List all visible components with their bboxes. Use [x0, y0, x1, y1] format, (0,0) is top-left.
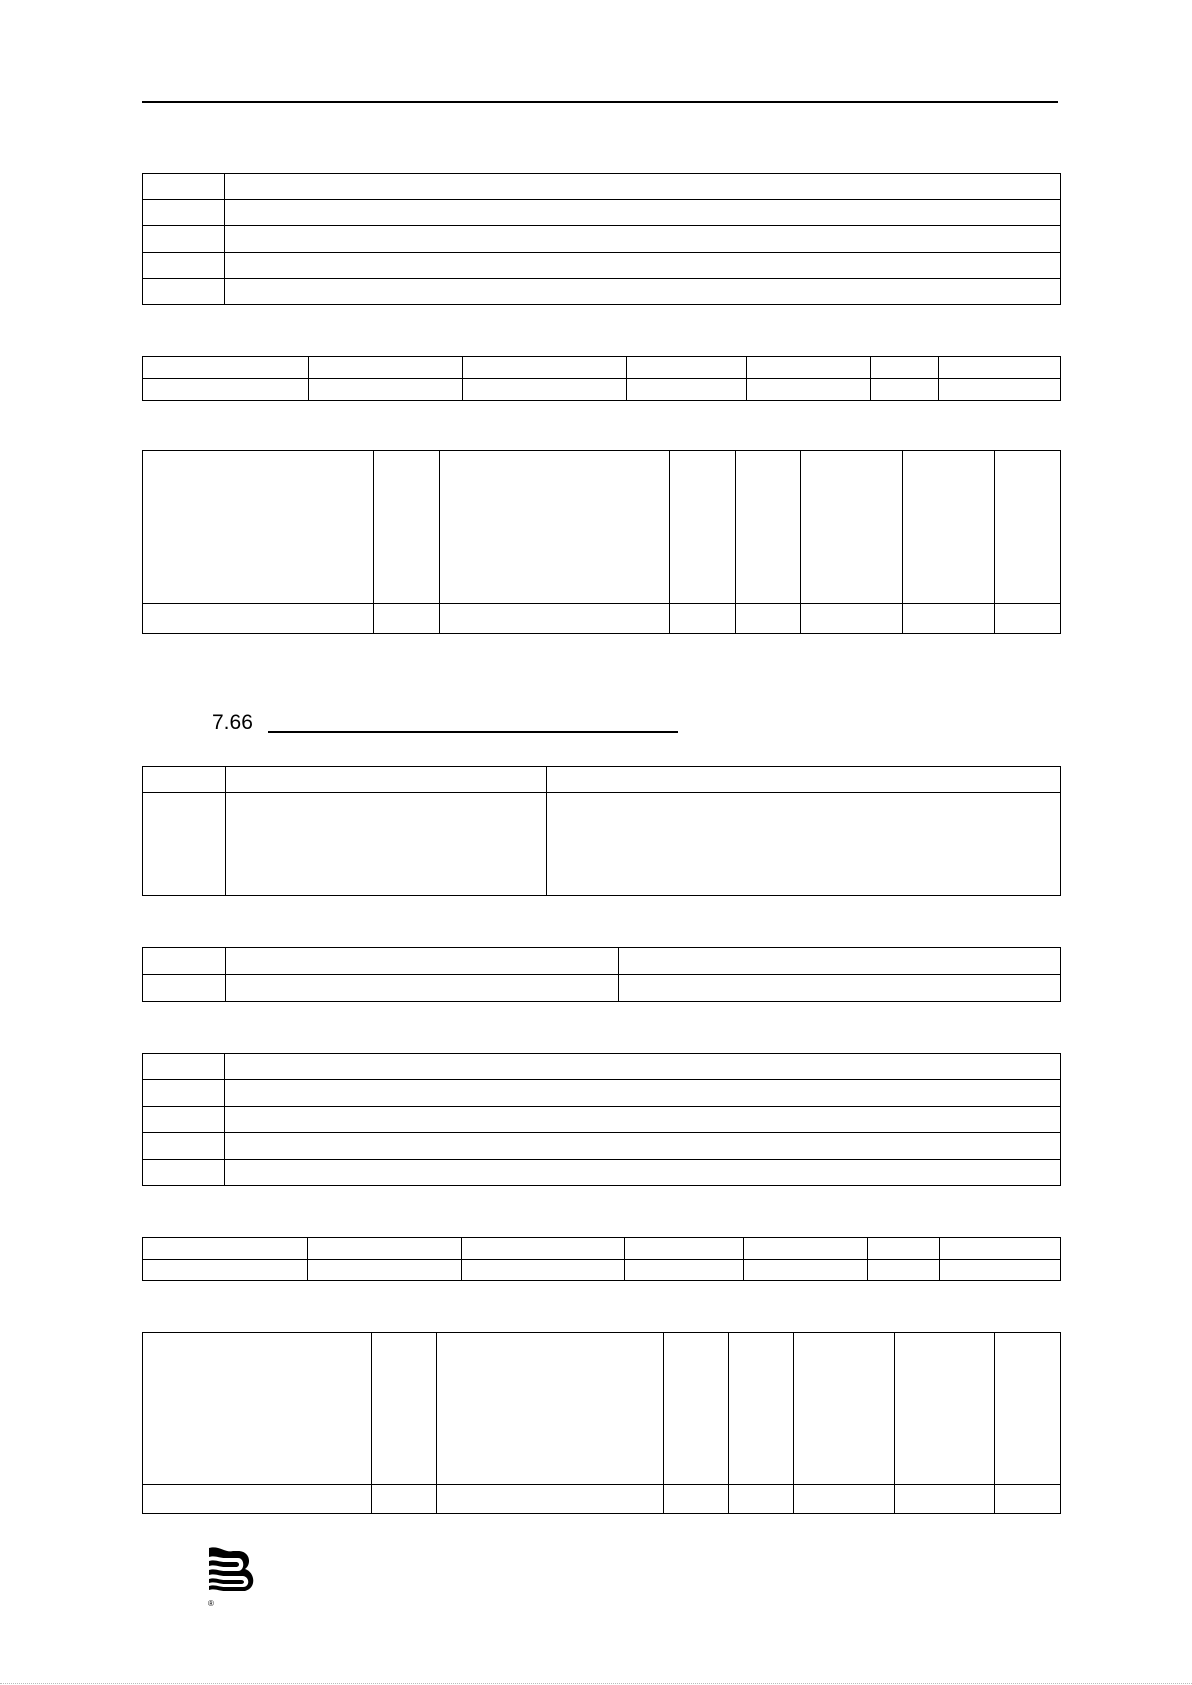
- table-cell: [664, 1485, 729, 1514]
- table-cell: [143, 1106, 225, 1132]
- table-row: [143, 1238, 1061, 1260]
- table-cell: [801, 604, 903, 634]
- table-row: [143, 200, 1061, 226]
- table-cell: [143, 1238, 308, 1260]
- table-cell: [619, 948, 1061, 975]
- table-cell: [801, 451, 903, 604]
- table-cell: [309, 379, 463, 401]
- table-cell: [995, 451, 1061, 604]
- table-row: [143, 1333, 1061, 1485]
- table-row: [143, 174, 1061, 200]
- table-row: [143, 1159, 1061, 1185]
- upper-summary-table: [142, 356, 1061, 401]
- table-cell: [670, 451, 736, 604]
- table-row: [143, 278, 1061, 304]
- table-cell: [226, 948, 619, 975]
- table-cell: [225, 200, 1061, 226]
- table-cell: [903, 451, 995, 604]
- table-row: [143, 1485, 1061, 1514]
- table-cell: [747, 357, 871, 379]
- table-cell: [547, 793, 1061, 896]
- upper-text-table: [142, 173, 1061, 305]
- table-cell: [374, 604, 440, 634]
- table-cell: [308, 1238, 462, 1260]
- lower-header-table: [142, 766, 1061, 896]
- table-cell: [372, 1485, 437, 1514]
- table-cell: [995, 1485, 1061, 1514]
- table-row: [143, 1080, 1061, 1106]
- table-cell: [547, 767, 1061, 793]
- table-cell: [143, 1485, 372, 1514]
- page-header-rule: [142, 101, 1058, 103]
- table-cell: [440, 451, 670, 604]
- table-cell: [729, 1485, 794, 1514]
- lower-pair-table: [142, 947, 1061, 1002]
- table-cell: [225, 1106, 1061, 1132]
- table-cell: [794, 1485, 895, 1514]
- table-cell: [670, 604, 736, 634]
- table-row: [143, 226, 1061, 252]
- table-cell: [225, 278, 1061, 304]
- table-row: [143, 1054, 1061, 1080]
- table-cell: [871, 379, 939, 401]
- table-cell: [143, 1159, 225, 1185]
- upper-detail-table: [142, 450, 1061, 634]
- table-cell: [308, 1259, 462, 1281]
- table-cell: [744, 1238, 868, 1260]
- table-cell: [143, 604, 374, 634]
- company-wave-logo-icon: [205, 1544, 275, 1614]
- table-cell: [143, 1133, 225, 1159]
- table-cell: [143, 226, 225, 252]
- lower-summary-table: [142, 1237, 1061, 1281]
- table-row: [143, 975, 1061, 1002]
- table-row: [143, 1133, 1061, 1159]
- table-cell: [143, 451, 374, 604]
- registered-mark: ®: [208, 1599, 214, 1608]
- table-cell: [627, 357, 747, 379]
- table-cell: [463, 357, 627, 379]
- table-cell: [625, 1259, 744, 1281]
- table-cell: [619, 975, 1061, 1002]
- table-cell: [372, 1333, 437, 1485]
- table-cell: [143, 767, 226, 793]
- table-row: [143, 767, 1061, 793]
- table-cell: [729, 1333, 794, 1485]
- table-cell: [225, 1159, 1061, 1185]
- table-row: [143, 604, 1061, 634]
- table-cell: [940, 1238, 1061, 1260]
- table-cell: [143, 252, 225, 278]
- table-cell: [868, 1238, 940, 1260]
- table-cell: [437, 1485, 664, 1514]
- company-logo: [205, 1544, 275, 1614]
- table-cell: [868, 1259, 940, 1281]
- table-row: [143, 1106, 1061, 1132]
- table-cell: [736, 604, 801, 634]
- table-row: [143, 948, 1061, 975]
- page-bottom-edge: [0, 1683, 1192, 1684]
- table-cell: [995, 604, 1061, 634]
- table-cell: [226, 975, 619, 1002]
- table-cell: [143, 793, 226, 896]
- table-cell: [895, 1333, 995, 1485]
- table-cell: [225, 174, 1061, 200]
- table-cell: [226, 767, 547, 793]
- table-cell: [747, 379, 871, 401]
- table-row: [143, 252, 1061, 278]
- table-cell: [225, 1133, 1061, 1159]
- table-cell: [143, 948, 226, 975]
- table-cell: [625, 1238, 744, 1260]
- table-cell: [939, 379, 1061, 401]
- section-title-underline: [268, 731, 678, 733]
- table-cell: [143, 1259, 308, 1281]
- table-row: [143, 379, 1061, 401]
- table-cell: [225, 1054, 1061, 1080]
- table-cell: [627, 379, 747, 401]
- table-cell: [995, 1333, 1061, 1485]
- table-cell: [794, 1333, 895, 1485]
- table-row: [143, 793, 1061, 896]
- table-cell: [143, 1080, 225, 1106]
- table-cell: [143, 357, 309, 379]
- table-cell: [437, 1333, 664, 1485]
- lower-text-table: [142, 1053, 1061, 1186]
- table-cell: [462, 1238, 625, 1260]
- table-row: [143, 357, 1061, 379]
- table-row: [143, 1259, 1061, 1281]
- table-cell: [871, 357, 939, 379]
- table-cell: [143, 975, 226, 1002]
- table-cell: [143, 200, 225, 226]
- table-cell: [664, 1333, 729, 1485]
- table-cell: [226, 793, 547, 896]
- table-cell: [940, 1259, 1061, 1281]
- table-cell: [895, 1485, 995, 1514]
- table-cell: [309, 357, 463, 379]
- table-cell: [903, 604, 995, 634]
- table-cell: [462, 1259, 625, 1281]
- table-cell: [744, 1259, 868, 1281]
- table-row: [143, 451, 1061, 604]
- table-cell: [143, 1054, 225, 1080]
- table-cell: [225, 226, 1061, 252]
- table-cell: [736, 451, 801, 604]
- table-cell: [374, 451, 440, 604]
- table-cell: [440, 604, 670, 634]
- lower-detail-table: [142, 1332, 1061, 1514]
- table-cell: [225, 252, 1061, 278]
- table-cell: [463, 379, 627, 401]
- table-cell: [143, 1333, 372, 1485]
- table-cell: [143, 174, 225, 200]
- section-number: 7.66: [212, 711, 253, 734]
- table-cell: [143, 278, 225, 304]
- table-cell: [225, 1080, 1061, 1106]
- table-cell: [143, 379, 309, 401]
- table-cell: [939, 357, 1061, 379]
